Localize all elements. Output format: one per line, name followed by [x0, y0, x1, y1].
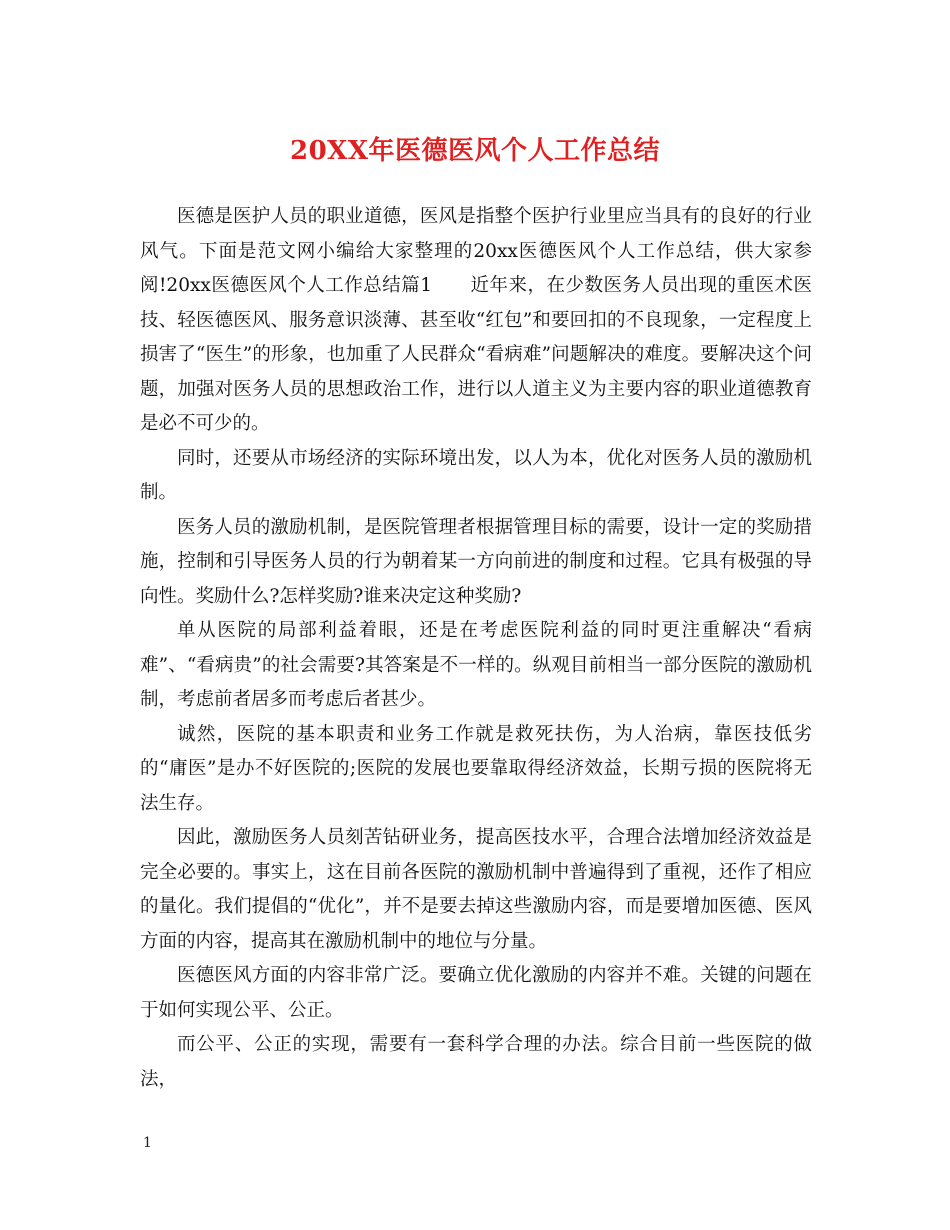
paragraph: 医德是医护人员的职业道德，医风是指整个医护行业里应当具有的良好的行业风气。下面是范文网小编给大家整理的20xx医德医风个人工作总结，供大家参阅!20xx医德医风个人工作总结篇1 近年来，在少数医务人员出现的重医术医技、轻医德医风、服务意识淡薄、甚至收“红包”和要回扣的不良现象，一定程度上损害了“医生”的形象，也加重了人民群众“看病难”问题解决的难度。要解决这个问题，加强对医务人员的思想政治工作，进行以人道主义为主要内容的职业道德教育是必不可少的。	[140, 206, 812, 434]
paragraph: 诚然，医院的基本职责和业务工作就是救死扶伤，为人治病，靠医技低劣的“庸医”是办不好医院的;医院的发展也要靠取得经济效益，长期亏损的医院将无法生存。	[140, 723, 812, 814]
paragraph: 医务人员的激励机制，是医院管理者根据管理目标的需要，设计一定的奖励措施，控制和引导医务人员的行为朝着某一方向前进的制度和过程。它具有极强的导向性。奖励什么?怎样奖励?谁来决定这种奖励?	[140, 516, 812, 607]
document-title: 20XX年医德医风个人工作总结	[289, 136, 661, 166]
paragraph: 医德医风方面的内容非常广泛。要确立优化激励的内容并不难。关键的问题在于如何实现公平、公正。	[140, 965, 812, 1021]
paragraph: 单从医院的局部利益着眼，还是在考虑医院利益的同时更注重解决“看病难”、“看病贵”的社会需要?其答案是不一样的。纵观目前相当一部分医院的激励机制，考虑前者居多而考虑后者甚少。	[140, 620, 812, 710]
document-body	[140, 200, 812, 1097]
paragraph: 而公平、公正的实现，需要有一套科学合理的办法。综合目前一些医院的做法，	[140, 1034, 812, 1090]
paragraph: 因此，激励医务人员刻苦钻研业务，提高医技水平，合理合法增加经济效益是完全必要的。事实上，这在目前各医院的激励机制中普遍得到了重视，还作了相应的量化。我们提倡的“优化”，并不是要去掉这些激励内容，而是要增加医德、医风方面的内容，提高其在激励机制中的地位与分量。	[140, 827, 812, 952]
page-number: 1	[143, 1135, 152, 1151]
paragraph: 同时，还要从市场经济的实际环境出发，以人为本，优化对医务人员的激励机制。	[140, 447, 812, 503]
